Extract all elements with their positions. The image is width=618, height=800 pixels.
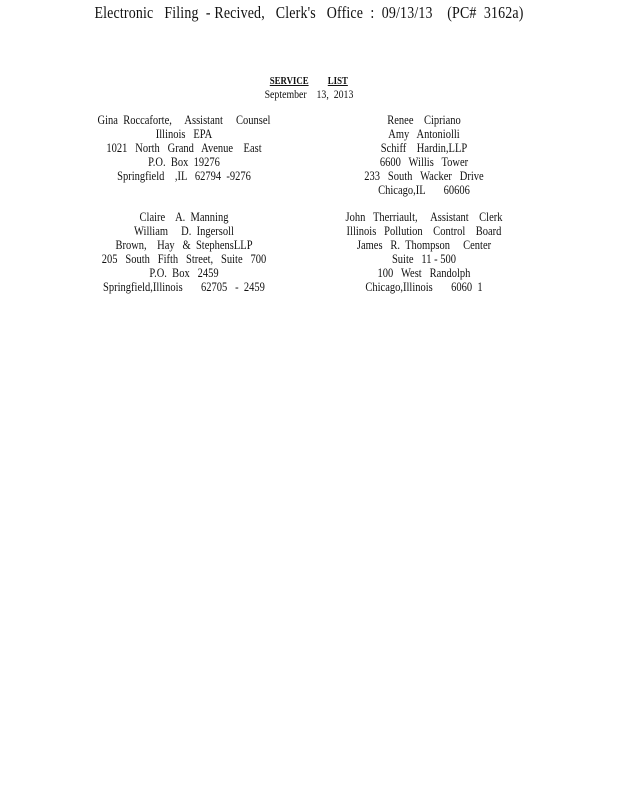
address-line: 205 South Fifth Street, Suite 700 — [101, 251, 267, 266]
title-word-list: LIST — [327, 75, 349, 87]
address-line: Chicago,IL 60606 — [378, 182, 470, 197]
address-line: P.O. Box 19276 — [148, 154, 220, 169]
address-line: Schiff Hardin,LLP — [380, 140, 468, 155]
filing-stamp-header: Electronic Filing - Recived, Clerk's Office : 09/13/13 (PC# 3162a) — [94, 3, 524, 22]
address-line: Illinois EPA — [155, 126, 213, 141]
service-list-title-block — [0, 74, 618, 101]
address-line: 233 South Wacker Drive — [364, 168, 484, 183]
address-line: Gina Roccaforte, Assistant Counsel — [97, 113, 271, 127]
service-list-title — [260, 74, 357, 88]
address-line: Amy Antoniolli — [388, 126, 460, 141]
address-block-therriault — [284, 211, 564, 294]
address-line: Springfield,Illinois 62705 - 2459 — [103, 279, 265, 294]
address-line: Springfield ,IL 62794 -9276 — [117, 168, 251, 183]
address-line: P.O. Box 2459 — [149, 265, 219, 280]
address-line: 6600 Willis Tower — [379, 154, 469, 169]
address-line: James R. Thompson Center — [356, 237, 492, 252]
address-line: Renee Cipriano — [387, 113, 461, 127]
address-line: Illinois Pollution Control Board — [346, 223, 502, 238]
address-block-cipriano — [284, 114, 564, 197]
address-line: Chicago,Illinois 6060 1 — [365, 279, 483, 294]
address-line: 1021 North Grand Avenue East — [106, 140, 262, 155]
service-date: September 13, 2013 — [264, 87, 354, 101]
address-line: 100 West Randolph — [377, 265, 471, 280]
address-block-manning — [44, 211, 324, 294]
address-line: Claire A. Manning — [139, 210, 229, 224]
address-line: Suite 11 - 500 — [391, 251, 457, 266]
title-word-service: SERVICE — [269, 75, 309, 87]
address-block-roccaforte — [44, 114, 324, 184]
address-line: John Therriault, Assistant Clerk — [345, 210, 503, 224]
address-line: William D. Ingersoll — [134, 223, 234, 238]
address-line: Brown, Hay & StephensLLP — [115, 237, 253, 252]
